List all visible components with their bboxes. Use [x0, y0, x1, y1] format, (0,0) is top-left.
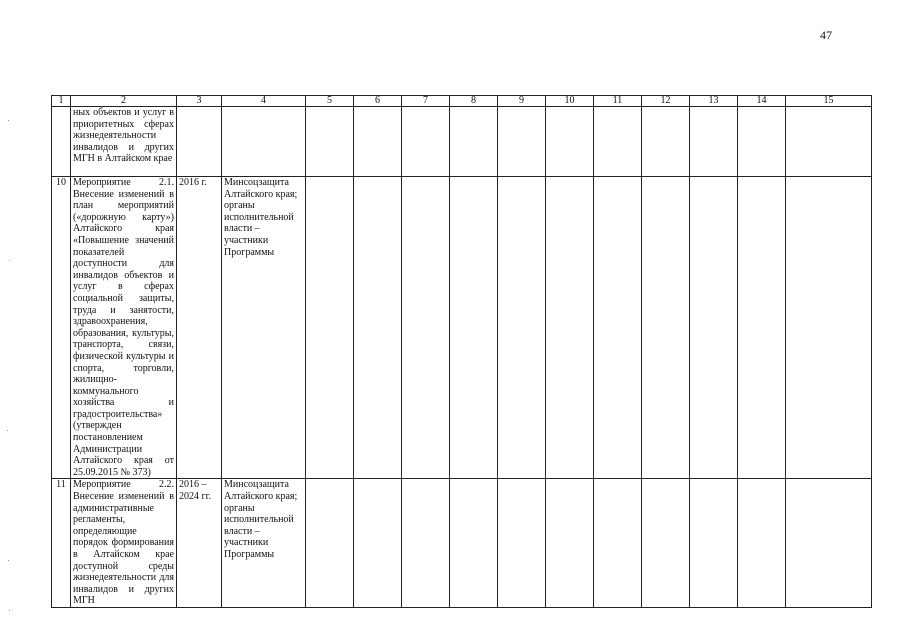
scan-speck [7, 430, 8, 431]
column-header: 12 [642, 96, 690, 107]
column-header: 10 [546, 96, 594, 107]
empty-cell [450, 107, 498, 177]
executors [222, 107, 306, 177]
scan-speck [8, 560, 9, 561]
empty-cell [402, 107, 450, 177]
empty-cell [546, 479, 594, 608]
empty-cell [786, 479, 872, 608]
column-header: 1 [52, 96, 71, 107]
empty-cell [546, 177, 594, 479]
table-row [52, 177, 872, 479]
table-row [52, 107, 872, 177]
column-number-row [52, 96, 872, 107]
empty-cell [594, 479, 642, 608]
empty-cell [690, 479, 738, 608]
measure-description: Мероприятие 2.1. Внесение изменений в план мероприятий («дорожную карту») Алтайского края «Повышение значений показателей доступности для инвалидов объектов и услуг в сферах социальной защиты, труда и занятости, здравоохранения, образования, культуры, транспорта, связи, физической культуры и спорта, торговли, жилищно-коммунального хозяйства и градостроительства» (утвержден постановлением Администрации Алтайского края от 25.09.2015 № 373) [71, 177, 177, 479]
implementation-term: 2016 – 2024 гг. [177, 479, 222, 608]
column-header: 5 [306, 96, 354, 107]
empty-cell [738, 177, 786, 479]
empty-cell [786, 177, 872, 479]
empty-cell [738, 479, 786, 608]
program-table [51, 95, 872, 608]
column-header: 3 [177, 96, 222, 107]
row-number [52, 107, 71, 177]
column-header: 6 [354, 96, 402, 107]
measure-description: ных объектов и услуг в приоритетных сферах жизнедеятельности инвалидов и других МГН в Алтайском крае [71, 107, 177, 177]
column-header: 14 [738, 96, 786, 107]
empty-cell [498, 177, 546, 479]
scan-speck [9, 260, 10, 261]
row-number: 10 [52, 177, 71, 479]
empty-cell [546, 107, 594, 177]
measure-description: Мероприятие 2.2. Внесение изменений в административные регламенты, определяющие порядок формирования в Алтайском крае доступной среды жизнедеятельности для инвалидов и других МГН [71, 479, 177, 608]
empty-cell [354, 177, 402, 479]
page-number: 47 [820, 28, 832, 42]
empty-cell [306, 107, 354, 177]
empty-cell [402, 177, 450, 479]
empty-cell [450, 177, 498, 479]
empty-cell [306, 177, 354, 479]
scan-speck [9, 610, 10, 611]
empty-cell [306, 479, 354, 608]
executors: Минсоцзащита Алтайского края; органы исполнительной власти – участники Программы [222, 479, 306, 608]
empty-cell [402, 479, 450, 608]
scan-speck [8, 120, 9, 121]
empty-cell [690, 177, 738, 479]
implementation-term [177, 107, 222, 177]
empty-cell [498, 107, 546, 177]
empty-cell [642, 107, 690, 177]
table-row [52, 479, 872, 608]
column-header: 9 [498, 96, 546, 107]
empty-cell [354, 107, 402, 177]
column-header: 4 [222, 96, 306, 107]
implementation-term: 2016 г. [177, 177, 222, 479]
column-header: 15 [786, 96, 872, 107]
column-header: 13 [690, 96, 738, 107]
column-header: 11 [594, 96, 642, 107]
row-number: 11 [52, 479, 71, 608]
empty-cell [594, 107, 642, 177]
empty-cell [354, 479, 402, 608]
column-header: 8 [450, 96, 498, 107]
executors: Минсоцзащита Алтайского края; органы исполнительной власти – участники Программы [222, 177, 306, 479]
empty-cell [594, 177, 642, 479]
empty-cell [642, 479, 690, 608]
empty-cell [498, 479, 546, 608]
empty-cell [738, 107, 786, 177]
empty-cell [642, 177, 690, 479]
empty-cell [690, 107, 738, 177]
empty-cell [786, 107, 872, 177]
column-header: 7 [402, 96, 450, 107]
empty-cell [450, 479, 498, 608]
column-header: 2 [71, 96, 177, 107]
